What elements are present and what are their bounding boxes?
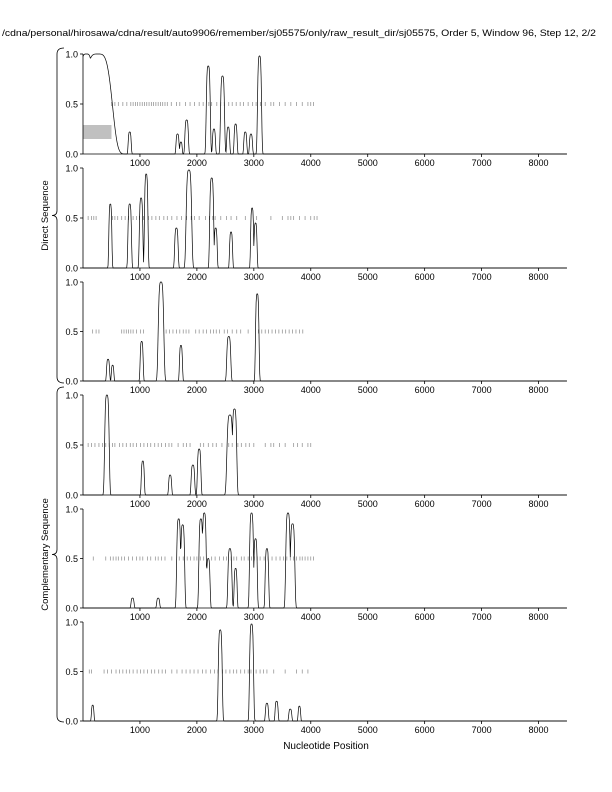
x-tick-label: 1000: [129, 272, 150, 282]
x-tick-label: 2000: [186, 385, 207, 395]
y-tick-label: 1.0: [65, 504, 78, 515]
x-tick-label: 8000: [528, 499, 549, 509]
x-tick-label: 4000: [300, 725, 321, 735]
x-tick-label: 2000: [186, 272, 207, 282]
y-tick-label: 0.5: [65, 213, 78, 224]
group-1: [40, 48, 64, 383]
x-tick-label: 4000: [300, 272, 321, 282]
y-tick-label: 1.0: [65, 390, 78, 401]
y-tick-label: 0.5: [65, 327, 78, 337]
x-tick-label: 2000: [186, 158, 207, 168]
x-tick-label: 5000: [357, 158, 378, 168]
x-tick-label: 3000: [243, 499, 264, 509]
x-tick-label: 3000: [243, 612, 264, 622]
series-line: [83, 624, 567, 721]
x-tick-label: 3000: [243, 158, 264, 168]
x-tick-label: 3000: [243, 385, 264, 395]
x-tick-label: 1000: [129, 158, 150, 168]
panel-5: [65, 505, 567, 623]
x-tick-label: 4000: [300, 385, 321, 395]
x-tick-label: 3000: [243, 725, 264, 735]
y-tick-label: 0.5: [65, 99, 78, 110]
x-tick-label: 5000: [357, 499, 378, 509]
page-title: /cdna/personal/hirosawa/cdna/result/auto9906/remember/sj05575/only/raw_result_dir/sj05575, Order 5, Window 96, Step 12, 2/2: [2, 28, 596, 38]
y-tick-label: 1.0: [65, 163, 78, 174]
x-axis-label: Nucleotide Position: [283, 741, 369, 752]
x-tick-label: 1000: [129, 725, 150, 735]
series-line: [83, 282, 567, 381]
x-tick-label: 1000: [129, 612, 150, 622]
x-tick-label: 8000: [528, 612, 549, 622]
x-tick-label: 4000: [300, 612, 321, 622]
y-tick-label: 0.0: [65, 263, 78, 274]
group-bracket: [52, 387, 64, 722]
x-tick-label: 8000: [528, 385, 549, 395]
x-tick-label: 7000: [471, 725, 492, 735]
x-tick-label: 2000: [186, 499, 207, 509]
x-tick-label: 1000: [129, 385, 150, 395]
panels: [65, 50, 567, 736]
x-tick-label: 2000: [186, 725, 207, 735]
x-tick-label: 8000: [528, 725, 549, 735]
y-tick-label: 0.0: [65, 376, 78, 387]
x-tick-label: 7000: [471, 385, 492, 395]
y-tick-label: 1.0: [65, 49, 78, 60]
series-line: [83, 395, 567, 495]
y-tick-label: 0.0: [65, 603, 78, 614]
x-tick-label: 8000: [528, 158, 549, 168]
group-bracket: [52, 48, 64, 383]
x-tick-label: 7000: [471, 499, 492, 509]
panel-4: [65, 391, 567, 510]
x-tick-label: 6000: [414, 499, 435, 509]
x-tick-label: 6000: [414, 272, 435, 282]
group-label: Complementary Sequence: [40, 498, 51, 611]
x-tick-label: 6000: [414, 612, 435, 622]
x-tick-label: 2000: [186, 612, 207, 622]
y-tick-label: 0.0: [65, 149, 78, 160]
x-tick-label: 7000: [471, 272, 492, 282]
y-tick-label: 0.5: [65, 554, 78, 564]
y-tick-label: 0.5: [65, 440, 78, 451]
y-tick-label: 1.0: [65, 277, 78, 288]
x-tick-label: 7000: [471, 612, 492, 622]
x-tick-label: 1000: [129, 499, 150, 509]
panel-6: [65, 618, 567, 736]
x-tick-label: 4000: [300, 158, 321, 168]
x-tick-label: 5000: [357, 272, 378, 282]
x-tick-label: 3000: [243, 272, 264, 282]
group-2: [40, 387, 64, 722]
panel-3: [65, 278, 567, 396]
y-tick-label: 1.0: [65, 617, 78, 628]
x-tick-label: 5000: [357, 612, 378, 622]
x-tick-label: 6000: [414, 725, 435, 735]
group-labels: [40, 48, 64, 722]
x-tick-label: 5000: [357, 725, 378, 735]
x-tick-label: 5000: [357, 385, 378, 395]
y-tick-label: 0.5: [65, 667, 78, 677]
highlight-region: [83, 125, 111, 139]
panel-1: [65, 50, 567, 169]
y-tick-label: 0.0: [65, 716, 78, 727]
y-tick-label: 0.0: [65, 490, 78, 501]
group-label: Direct Sequence: [40, 180, 51, 251]
x-tick-label: 4000: [300, 499, 321, 509]
x-tick-label: 8000: [528, 272, 549, 282]
x-tick-label: 7000: [471, 158, 492, 168]
x-tick-label: 6000: [414, 158, 435, 168]
x-tick-label: 6000: [414, 385, 435, 395]
panel-2: [65, 164, 567, 283]
